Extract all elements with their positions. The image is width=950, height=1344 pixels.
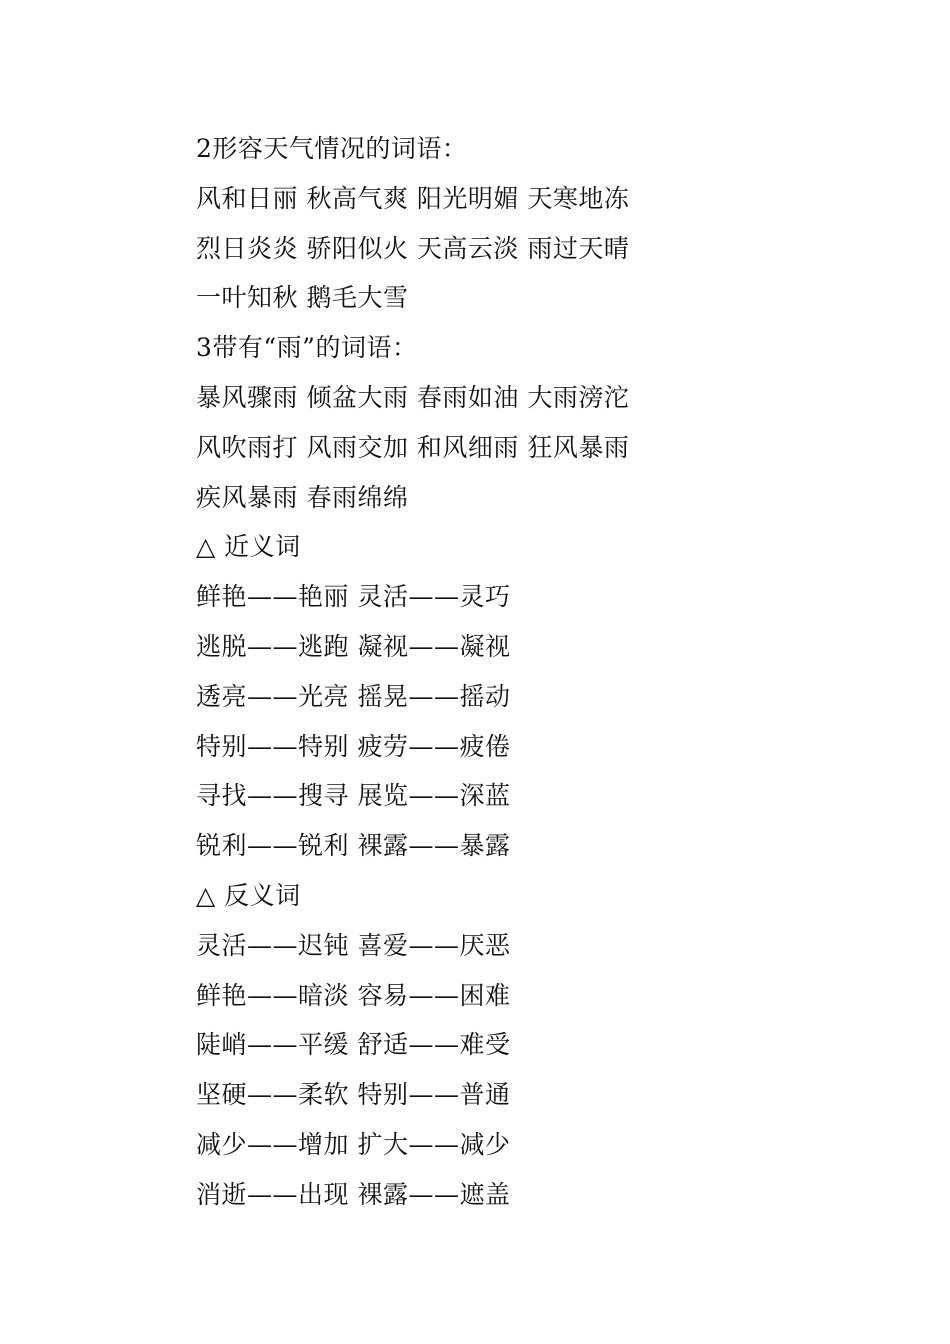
text-line: 风吹雨打 风雨交加 和风细雨 狂风暴雨 [196, 432, 630, 462]
section-heading-weather: 2形容天气情况的词语： [196, 134, 468, 163]
text-line: 一叶知秋 鹅毛大雪 [196, 283, 409, 313]
text-line: 透亮——光亮 摇晃——摇动 [196, 681, 511, 711]
text-line: 减少——增加 扩大——减少 [196, 1129, 511, 1159]
text-line: 暴风骤雨 倾盆大雨 春雨如油 大雨滂沱 [196, 382, 630, 412]
document-body [196, 124, 896, 1220]
text-line: 陡峭——平缓 舒适——难受 [196, 1030, 511, 1060]
section-heading-rain: 3带有“雨”的词语： [196, 333, 418, 363]
text-line: 特别——特别 疲劳——疲倦 [196, 731, 511, 761]
text-line: 灵活——迟钝 喜爱——厌恶 [196, 930, 511, 960]
text-line: 消逝——出现 裸露——遮盖 [196, 1179, 511, 1209]
text-line: 寻找——搜寻 展览——深蓝 [196, 781, 511, 811]
text-line: 鲜艳——艳丽 灵活——灵巧 [196, 582, 511, 612]
text-line: 鲜艳——暗淡 容易——困难 [196, 980, 511, 1010]
text-line: 锐利——锐利 裸露——暴露 [196, 831, 511, 861]
text-line: 风和日丽 秋高气爽 阳光明媚 天寒地冻 [196, 183, 630, 213]
text-line: 逃脱——逃跑 凝视——凝视 [196, 631, 511, 661]
section-heading-antonyms: △ 反义词 [196, 880, 301, 910]
section-heading-synonyms: △ 近义词 [196, 532, 301, 562]
text-line: 烈日炎炎 骄阳似火 天高云淡 雨过天晴 [196, 233, 630, 263]
text-line: 疾风暴雨 春雨绵绵 [196, 482, 409, 512]
text-line: 坚硬——柔软 特别——普通 [196, 1080, 511, 1110]
